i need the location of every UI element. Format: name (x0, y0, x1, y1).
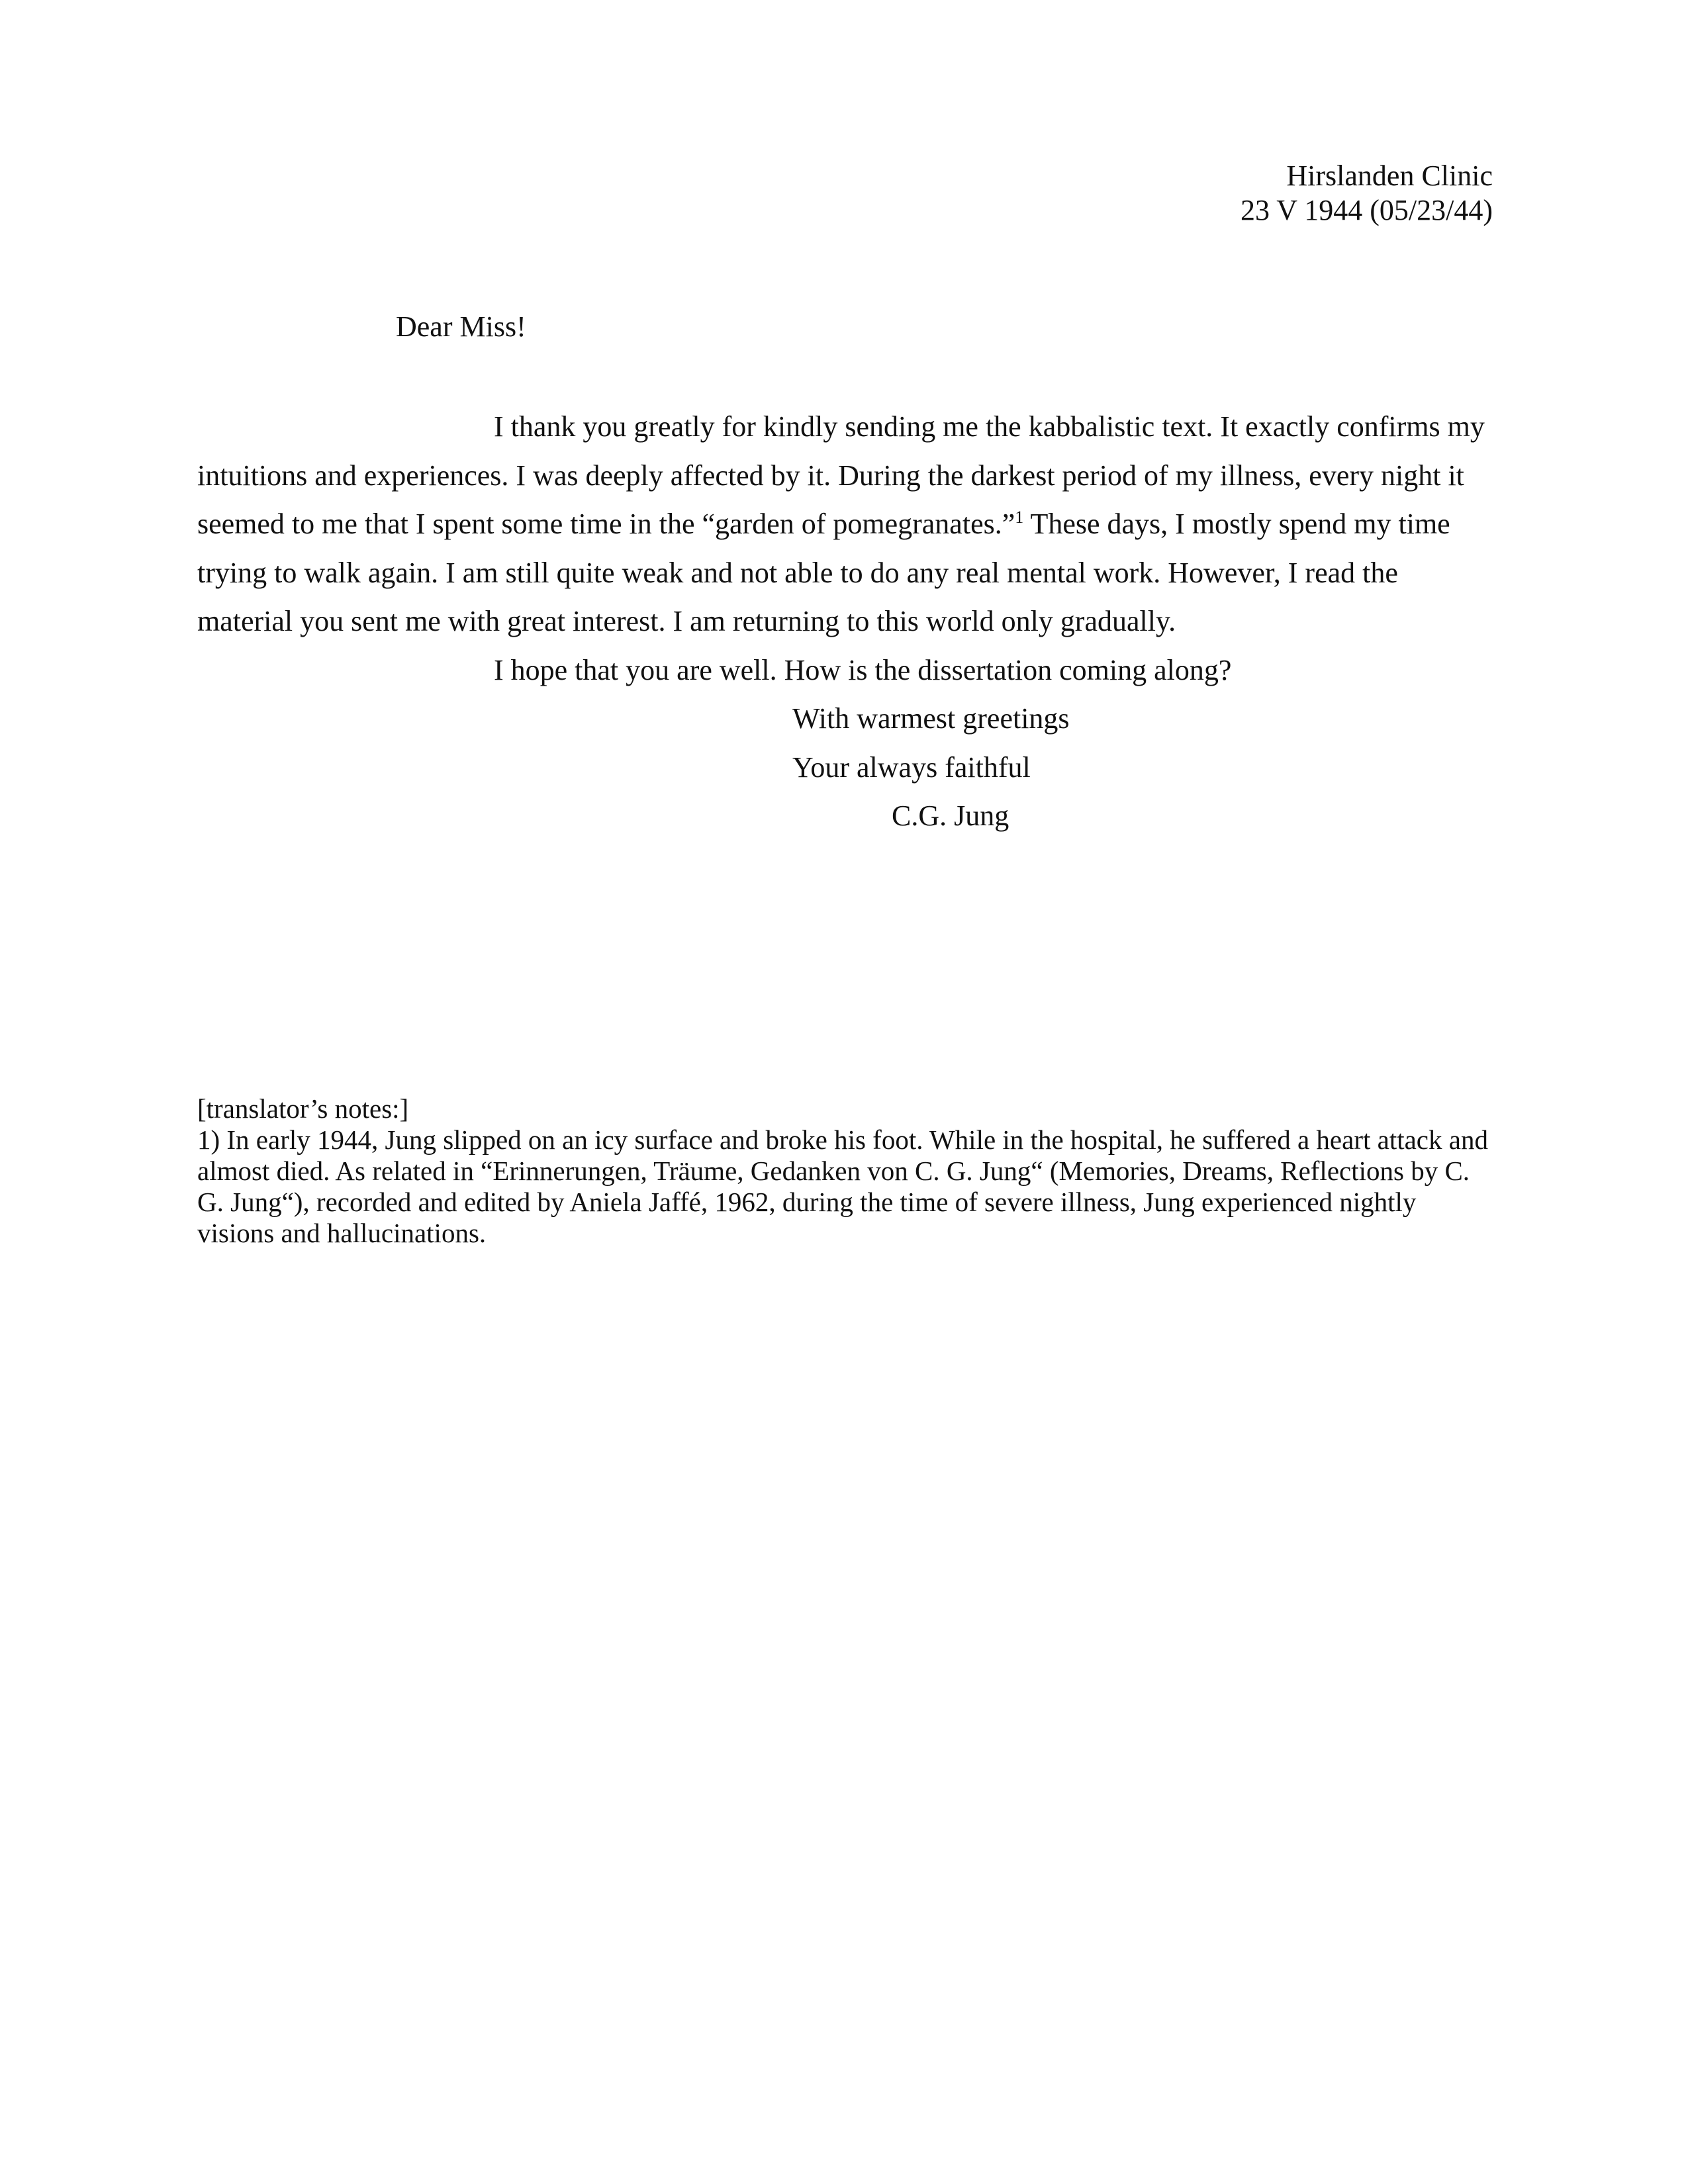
notes-heading: [translator’s notes:] (197, 1093, 409, 1124)
letter-place: Hirslanden Clinic (1286, 159, 1493, 192)
letter-body (197, 402, 1493, 841)
closing-valediction: Your always faithful (792, 751, 1031, 784)
body-paragraph-1-text-b: These days, I mostly spend my time trying to walk again. I am still quite weak and not able to do any real mental work. However, I read the material you sent me with great interest. I am returning to this world only gradually. (197, 508, 1450, 637)
letter-date: 23 V 1944 (05/23/44) (1241, 194, 1493, 226)
signature: C.G. Jung (892, 799, 1009, 832)
body-paragraph-1-text-a: I thank you greatly for kindly sending me the kabbalistic text. It exactly confirms my intuitions and experiences. I was deeply affected by it. During the darkest period of my illness, every night it seemed to me that I spent some time in the “garden of pomegranates.” (197, 410, 1485, 540)
translator-notes (197, 1093, 1495, 1249)
note-item-1: 1) In early 1944, Jung slipped on an icy surface and broke his foot. While in the hospital, he suffered a heart attack and almost died. As related in “Erinnerungen, Träume, Gedanken von C. G. Jung“ (Memories, Dreams, Reflections by C. G. Jung“), recorded and edited by Aniela Jaffé, 1962, during the time of severe illness, Jung experienced nightly visions and hallucinations. (197, 1124, 1488, 1248)
body-paragraph-1 (197, 402, 1493, 646)
footnote-reference: 1 (1015, 508, 1024, 527)
body-paragraph-2: I hope that you are well. How is the dissertation coming along? (494, 653, 1232, 686)
letter-salutation: Dear Miss! (396, 310, 526, 343)
letter-header (1241, 159, 1493, 228)
closing-greeting: With warmest greetings (792, 702, 1070, 735)
